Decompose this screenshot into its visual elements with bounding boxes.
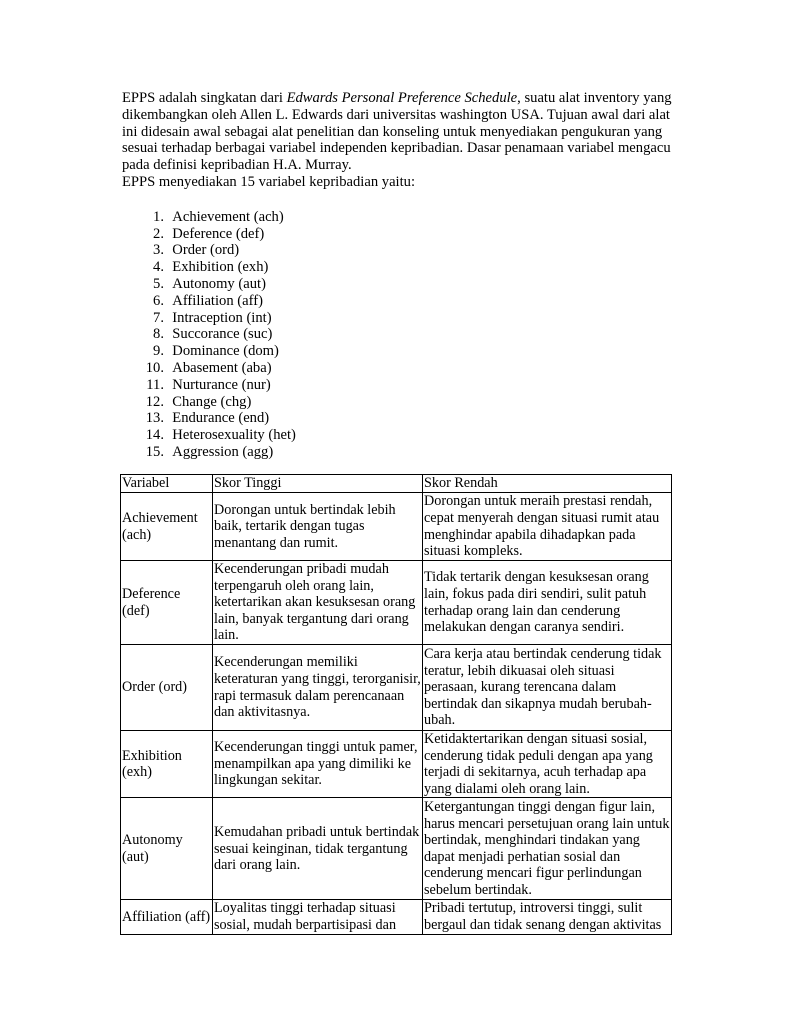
variable-list-item — [122, 209, 672, 226]
table-cell-variable: Achievement (ach) — [121, 493, 213, 561]
list-number: 8. — [153, 326, 164, 343]
table-cell-variable: Order (ord) — [121, 645, 213, 731]
header-skor-rendah: Skor Rendah — [423, 475, 672, 493]
variable-label: Exhibition (exh) — [172, 259, 269, 276]
variable-label: Abasement (aba) — [172, 359, 272, 376]
variable-label: Succorance (suc) — [172, 326, 273, 343]
variable-list-item — [122, 293, 672, 310]
document-body — [122, 90, 672, 461]
table-row — [121, 493, 672, 561]
list-number: 6. — [153, 292, 164, 309]
list-number: 11. — [146, 376, 164, 393]
list-number: 9. — [153, 343, 164, 360]
variable-list-item — [122, 377, 672, 394]
variable-list — [122, 209, 672, 461]
list-number: 14. — [145, 427, 164, 444]
variable-label: Aggression (agg) — [172, 443, 274, 460]
variable-list-item — [122, 226, 672, 243]
list-number: 10. — [145, 359, 164, 376]
variable-list-item — [122, 360, 672, 377]
table-cell-high: Kecenderungan memiliki keteraturan yang tinggi, terorganisir, rapi termasuk dalam perencanaan dan aktivitasnya. — [213, 645, 423, 731]
table-cell-high: Loyalitas tinggi terhadap situasi sosial, mudah berpartisipasi dan — [213, 900, 423, 934]
table-cell-low: Pribadi tertutup, introversi tinggi, sulit bergaul dan tidak senang dengan aktivitas — [423, 900, 672, 934]
variable-label: Autonomy (aut) — [172, 275, 266, 292]
list-number: 5. — [153, 275, 164, 292]
table-cell-variable: Autonomy (aut) — [121, 798, 213, 900]
list-number: 7. — [153, 309, 164, 326]
variable-list-item — [122, 410, 672, 427]
variable-list-item — [122, 444, 672, 461]
variable-label: Endurance (end) — [172, 410, 270, 427]
variable-label: Achievement (ach) — [172, 208, 284, 225]
variable-label: Deference (def) — [172, 225, 265, 242]
variable-list-item — [122, 276, 672, 293]
table-row — [121, 561, 672, 645]
table-row — [121, 798, 672, 900]
table-cell-high: Kecenderungan pribadi mudah terpengaruh oleh orang lain, ketertarikan akan kesuksesan orang lain, banyak tergantung dari orang lain. — [213, 561, 423, 645]
table-cell-high: Dorongan untuk bertindak lebih baik, tertarik dengan tugas menantang dan rumit. — [213, 493, 423, 561]
table-cell-high: Kemudahan pribadi untuk bertindak sesuai keinginan, tidak tergantung dari orang lain. — [213, 798, 423, 900]
variable-list-item — [122, 259, 672, 276]
table-cell-high: Kecenderungan tinggi untuk pamer, menampilkan apa yang dimiliki ke lingkungan sekitar. — [213, 731, 423, 798]
table-cell-variable: Deference (def) — [121, 561, 213, 645]
intro-paragraph — [122, 90, 672, 174]
variable-label: Intraception (int) — [172, 309, 272, 326]
epps-variable-table — [120, 474, 672, 935]
variable-label: Order (ord) — [172, 242, 240, 259]
table-cell-low: Cara kerja atau bertindak cenderung tidak teratur, lebih dikuasai oleh situasi perasaan, kurang terencana dalam bertindak dan sikapnya mudah berubah-ubah. — [423, 645, 672, 731]
table-cell-low: Ketidaktertarikan dengan situasi sosial, cenderung tidak peduli dengan apa yang terjadi di sekitarnya, acuh terhadap apa yang dialami oleh orang lain. — [423, 731, 672, 798]
list-number: 3. — [153, 242, 164, 259]
table-cell-variable: Exhibition (exh) — [121, 731, 213, 798]
variable-list-item — [122, 326, 672, 343]
header-variabel: Variabel — [121, 475, 213, 493]
table-cell-low: Dorongan untuk meraih prestasi rendah, cepat menyerah dengan situasi rumit atau menghindar apabila dihadapkan pada situasi kompleks. — [423, 493, 672, 561]
intro-text-start: EPPS adalah singkatan dari — [122, 90, 287, 106]
variable-label: Heterosexuality (het) — [172, 427, 296, 444]
list-number: 13. — [145, 410, 164, 427]
table-cell-low: Tidak tertarik dengan kesuksesan orang lain, fokus pada diri sendiri, sulit patuh terhadap orang lain dan cenderung melakukan dengan caranya sendiri. — [423, 561, 672, 645]
variable-list-item — [122, 343, 672, 360]
list-number: 1. — [153, 208, 164, 225]
table-header-row — [121, 475, 672, 493]
variable-list-item — [122, 310, 672, 327]
variable-list-item — [122, 427, 672, 444]
list-number: 4. — [153, 259, 164, 276]
variable-label: Dominance (dom) — [172, 343, 279, 360]
table-cell-low: Ketergantungan tinggi dengan figur lain, harus mencari persetujuan orang lain untuk bertindak, menghindari tindakan yang dapat menjadi perhatian sosial dan cenderung mencari figur perlindungan sebelum bertindak. — [423, 798, 672, 900]
epps-full-name: Edwards Personal Preference Schedule — [286, 90, 518, 106]
variable-label: Affiliation (aff) — [172, 292, 263, 309]
intro-text-rest: , suatu alat inventory yang dikembangkan oleh Allen L. Edwards dari universitas washington USA. Tujuan awal dari alat ini didesain awal sebagai alat penelitian dan konseling untuk menyediakan pengukuran yang sesuai terhadap berbagai variabel independen kepribadian. Dasar penamaan variabel mengacu pada definisi kepribadian H.A. Murray. — [122, 90, 672, 174]
variable-list-item — [122, 242, 672, 259]
variables-intro: EPPS menyediakan 15 variabel kepribadian yaitu: — [122, 173, 416, 190]
header-skor-tinggi: Skor Tinggi — [213, 475, 423, 493]
variable-label: Change (chg) — [172, 393, 252, 410]
list-number: 2. — [153, 225, 164, 242]
list-number: 12. — [145, 393, 164, 410]
variable-list-item — [122, 394, 672, 411]
variable-label: Nurturance (nur) — [172, 376, 271, 393]
table-cell-variable: Affiliation (aff) — [121, 900, 213, 934]
list-number: 15. — [145, 443, 164, 460]
table-row — [121, 645, 672, 731]
table-row — [121, 900, 672, 934]
table-row — [121, 731, 672, 798]
